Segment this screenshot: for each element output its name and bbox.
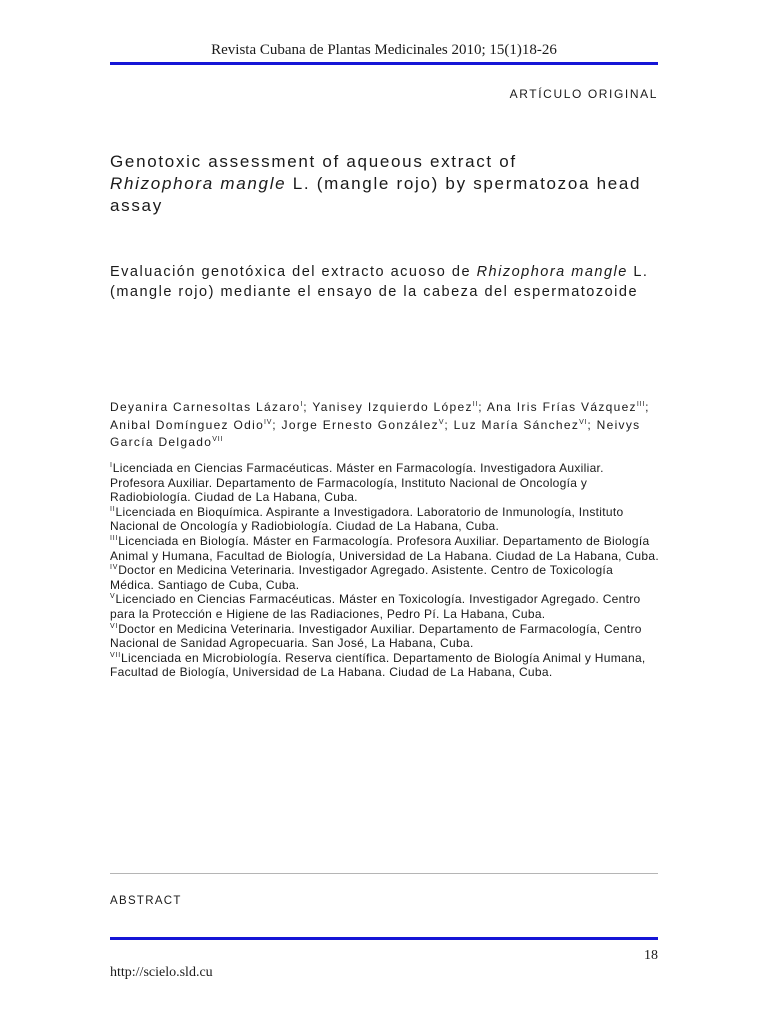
affiliation-marker: V bbox=[110, 593, 116, 601]
affiliation-item bbox=[110, 592, 660, 621]
author-affiliation-marker: IV bbox=[264, 418, 273, 426]
affiliation-item bbox=[110, 563, 660, 592]
affiliation-marker: I bbox=[110, 462, 113, 469]
affiliation-text: Doctor en Medicina Veterinaria. Investigador Auxiliar. Departamento de Farmacología, Centro Nacional de Sanidad Agropecuaria. San José, La Habana, Cuba. bbox=[110, 621, 642, 651]
affiliation-item bbox=[110, 622, 660, 651]
author-affiliation-marker: III bbox=[636, 401, 646, 408]
author-name: Yanisey Izquierdo López bbox=[312, 400, 473, 414]
author-affiliation-marker: VI bbox=[579, 418, 588, 426]
affiliation-text: Doctor en Medicina Veterinaria. Investigador Agregado. Asistente. Centro de Toxicología Médica. Santiago de Cuba, Cuba. bbox=[110, 563, 614, 592]
author bbox=[110, 418, 282, 432]
author-name: Luz María Sánchez bbox=[453, 417, 580, 432]
author-affiliation-marker: II bbox=[472, 401, 479, 408]
affiliation-text: Licenciada en Bioquímica. Aspirante a Investigadora. Laboratorio de Inmunología, Instituto Nacional de Oncología y Radiobiología. Ciudad de La Habana, Cuba. bbox=[110, 504, 624, 534]
author-name: Neivys García Delgado bbox=[110, 417, 641, 449]
affiliation-text: Licenciada en Biología. Máster en Farmacología. Profesora Auxiliar. Departamento de Biología Animal y Humana, Facultad de Biología, Universidad de La Habana. Ciudad de La Habana, Cuba. bbox=[110, 533, 659, 563]
author bbox=[110, 400, 312, 414]
author-affiliation-marker: V bbox=[438, 418, 445, 426]
title-es-part1: Evaluación genotóxica del extracto acuoso de bbox=[110, 264, 477, 280]
affiliation-text: Licenciada en Ciencias Farmacéuticas. Máster en Farmacología. Investigadora Auxiliar. Profesora Auxiliar. Departamento de Farmacología, Instituto Nacional de Oncología y Radiobiología. Ciudad de La Habana, Cuba. bbox=[110, 461, 604, 505]
author-name: Anibal Domínguez Odio bbox=[110, 417, 265, 432]
author bbox=[487, 400, 650, 414]
affiliation-marker: IV bbox=[110, 564, 119, 572]
affiliation-item bbox=[110, 651, 660, 680]
affiliation-marker: VI bbox=[110, 622, 119, 630]
affiliation-marker: III bbox=[110, 534, 119, 542]
title-en-part1: Genotoxic assessment of aqueous extract of bbox=[110, 152, 517, 171]
author-affiliation-marker: I bbox=[300, 401, 304, 408]
author-separator: ; bbox=[587, 417, 597, 432]
affiliation-marker: II bbox=[110, 505, 116, 513]
title-spanish bbox=[110, 263, 658, 302]
journal-citation: Revista Cubana de Plantas Medicinales 2010; 15(1)18-26 bbox=[211, 42, 557, 58]
author bbox=[454, 418, 597, 432]
footer-rule bbox=[110, 937, 658, 940]
author-name: Ana Iris Frías Vázquez bbox=[486, 400, 637, 414]
affiliation-item bbox=[110, 461, 660, 505]
author-list bbox=[110, 399, 658, 452]
author-name: Deyanira Carnesoltas Lázaro bbox=[110, 400, 301, 414]
title-en-part2: L. (mangle rojo) by spermatozoa head assay bbox=[110, 174, 642, 215]
article-type-label: ARTÍCULO ORIGINAL bbox=[509, 87, 658, 101]
title-english bbox=[110, 151, 665, 217]
page-number: 18 bbox=[644, 948, 658, 963]
author-separator: ; bbox=[478, 400, 487, 414]
author bbox=[282, 418, 454, 432]
footer-url[interactable]: http://scielo.sld.cu bbox=[110, 965, 213, 980]
affiliation-item bbox=[110, 505, 660, 534]
affiliation-marker: VII bbox=[110, 651, 121, 659]
title-es-part2: L. (mangle rojo) mediante el ensayo de la cabeza del espermatozoide bbox=[110, 264, 649, 300]
abstract-heading: ABSTRACT bbox=[110, 895, 182, 907]
author-separator: ; bbox=[444, 417, 454, 432]
title-es-epithet: mangle bbox=[571, 264, 628, 280]
header-rule bbox=[110, 62, 658, 65]
author-separator: ; bbox=[645, 400, 650, 414]
affiliation-item bbox=[110, 534, 660, 563]
author-separator: ; bbox=[303, 400, 313, 414]
author-separator: ; bbox=[272, 417, 282, 432]
section-divider bbox=[110, 873, 658, 874]
title-es-genus: Rhizophora bbox=[476, 264, 566, 280]
title-en-species: Rhizophora mangle bbox=[110, 174, 287, 193]
affiliation-text: Licenciado en Ciencias Farmacéuticas. Máster en Toxicología. Investigador Agregado. Centro para la Protección e Higiene de las Radiaciones, Pedro Pí. La Habana, Cuba. bbox=[110, 592, 641, 621]
author-name: Jorge Ernesto González bbox=[281, 417, 439, 432]
affiliation-text: Licenciada en Microbiología. Reserva científica. Departamento de Biología Animal y Humana, Facultad de Biología, Universidad de La Habana. Ciudad de La Habana, Cuba. bbox=[110, 650, 646, 680]
author bbox=[312, 400, 487, 414]
affiliation-list bbox=[110, 461, 660, 680]
author-affiliation-marker: VII bbox=[212, 436, 224, 443]
